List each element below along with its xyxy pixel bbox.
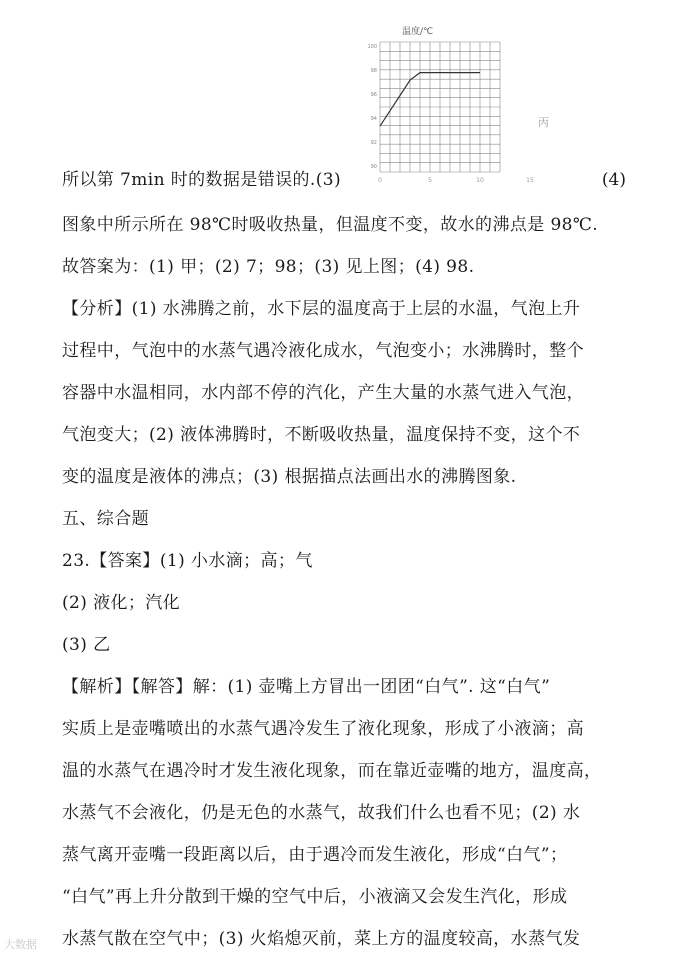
analysis-line-1: 【分析】(1) 水沸腾之前，水下层的温度高于上层的水温，气泡上升 <box>62 299 581 319</box>
y-tick-label: 96 <box>370 92 377 98</box>
analysis-line-3: 容器中水温相同，水内部不停的汽化，产生大量的水蒸气进入气泡， <box>62 383 584 403</box>
explanation-line-6: “白气”再上升分散到干燥的空气中后，小液滴又会发生汽化，形成 <box>62 887 568 907</box>
y-tick-label: 94 <box>370 116 377 122</box>
x-tick-label: 10 <box>476 177 484 184</box>
y-tick-label: 100 <box>367 44 377 50</box>
x-tick-label: 5 <box>428 177 432 184</box>
explanation-line-5: 蒸气离开壶嘴一段距离以后，由于遇冷而发生液化，形成“白气”； <box>62 845 568 865</box>
graph-title: 温度/℃ <box>402 27 434 37</box>
section-heading: 五、综合题 <box>62 509 149 529</box>
x-tick-label: 15 <box>526 177 534 184</box>
boiling-temperature-graph <box>360 22 560 190</box>
watermark: 大数据 <box>4 938 37 951</box>
q23-answer-1: 23.【答案】(1) 小水滴；高；气 <box>62 551 313 571</box>
explanation-line-1: 【解析】【解答】解：(1) 壶嘴上方冒出一团团“白气”. 这“白气” <box>62 677 551 697</box>
answer-line-1-tail: (4) <box>601 170 626 190</box>
graph-grid <box>380 42 500 172</box>
q23-answer-3: (3) 乙 <box>62 635 111 655</box>
analysis-line-4: 气泡变大；(2) 液体沸腾时，不断吸收热量，温度保持不变，这个不 <box>62 425 581 445</box>
explanation-line-4: 水蒸气不会液化，仍是无色的水蒸气，故我们什么也看不见；(2) 水 <box>62 803 581 823</box>
answer-summary: 故答案为：(1) 甲；(2) 7；98；(3) 见上图；(4) 98. <box>62 257 475 277</box>
explanation-line-3: 温的水蒸气在遇冷时才发生液化现象，而在靠近壶嘴的地方，温度高， <box>62 761 602 781</box>
graph-x-ticks <box>378 177 534 184</box>
explanation-line-7: 水蒸气散在空气中；(3) 火焰熄灭前，菜上方的温度较高，水蒸气发 <box>62 929 581 949</box>
graph-side-mark: 丙 <box>538 116 549 129</box>
x-tick-label: 0 <box>378 177 382 184</box>
y-tick-label: 92 <box>370 140 377 146</box>
q23-answer-2: (2) 液化；汽化 <box>62 593 181 613</box>
explanation-line-2: 实质上是壶嘴喷出的水蒸气遇冷发生了液化现象，形成了小液滴；高 <box>62 719 584 739</box>
y-tick-label: 90 <box>370 164 377 170</box>
analysis-line-2: 过程中，气泡中的水蒸气遇冷液化成水，气泡变小；水沸腾时，整个 <box>62 341 584 361</box>
y-tick-label: 98 <box>370 68 377 74</box>
answer-line-1: 所以第 7min 时的数据是错误的.(3) <box>62 170 342 190</box>
graph-y-ticks <box>367 44 377 170</box>
analysis-line-5: 变的温度是液体的沸点；(3) 根据描点法画出水的沸腾图象. <box>62 467 517 487</box>
answer-line-2: 图象中所示所在 98℃时吸收热量，但温度不变，故水的沸点是 98℃. <box>62 215 599 235</box>
